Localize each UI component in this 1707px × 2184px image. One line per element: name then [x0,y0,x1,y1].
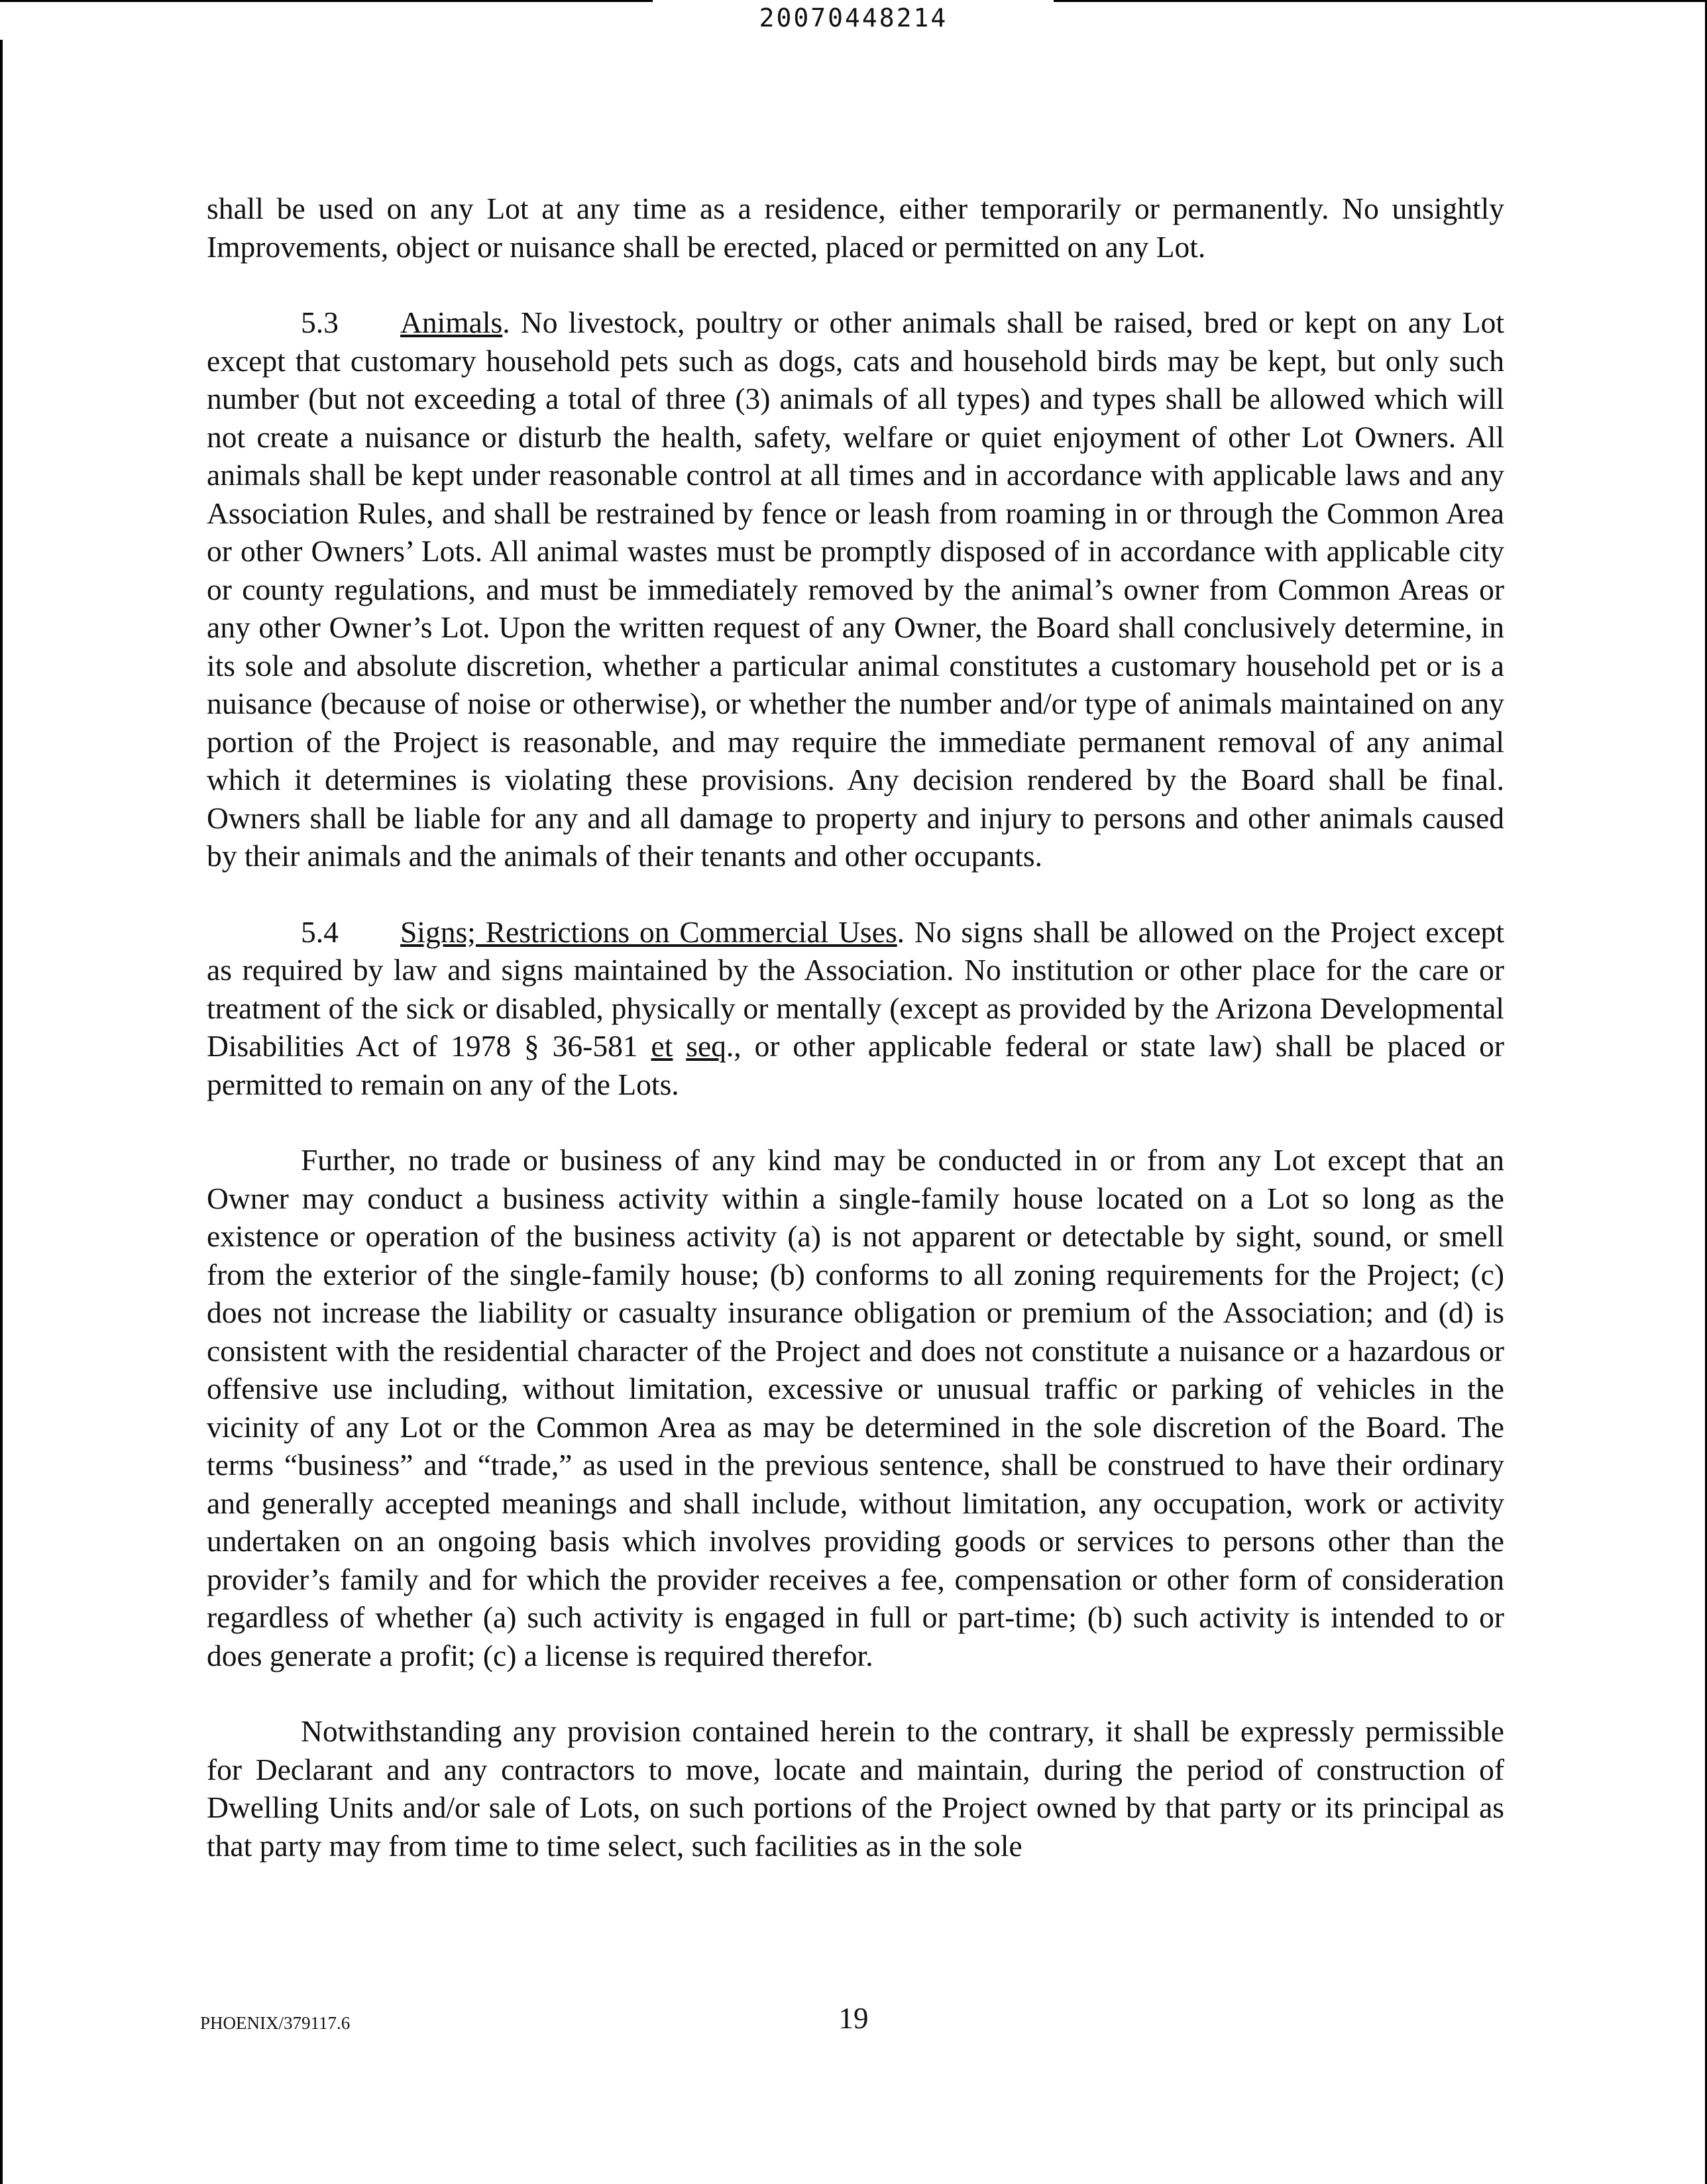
section-number: 5.3 [301,305,339,339]
record-number: 20070448214 [759,3,948,32]
section-5-3 [207,303,1504,875]
scan-edge-left [0,40,3,2184]
paragraph-further: Further, no trade or business of any kind may be conducted in or from any Lot except that an Owner may conduct a business activity within a single-family house located on a Lot so long as the existence or operation of the business activity (a) is not apparent or detectable by sight, sound, or smell from the exterior of the single-family house; (b) conforms to all zoning requirements for the Project; (c) does not increase the liability or casualty insurance obligation or premium of the Association; and (d) is consistent with the residential character of the Project and does not constitute a nuisance or a hazardous or offensive use including, without limitation, excessive or unusual traffic or parking of vehicles in the vicinity of any Lot or the Common Area as may be determined in the sole discretion of the Board. The terms “business” and “trade,” as used in the previous sentence, shall be construed to have their ordinary and generally accepted meanings and shall include, without limitation, any occupation, work or activity undertaken on an ongoing basis which involves providing goods or services to persons other than the provider’s family and for which the provider receives a fee, compensation or other form of consideration regardless of whether (a) such activity is engaged in full or part-time; (b) such activity is intended to or does generate a profit; (c) a license is required therefor. [207,1143,1504,1672]
document-body [207,190,1504,1902]
document-id: PHOENIX/379117.6 [200,2013,351,2033]
paragraph-continuation: shall be used on any Lot at any time as a residence, either temporarily or permanently. No unsightly Improvements, object or nuisance shall be erected, placed or permitted on any Lot. [207,191,1504,264]
section-text: . No livestock, poultry or other animals shall be raised, bred or kept on any Lot except that customary household pets such as dogs, cats and household birds may be kept, but only such number (but not exceeding a total of three (3) animals of all types) and types shall be allowed which will not create a nuisance or disturb the health, safety, welfare or quiet enjoyment of other Lot Owners. All animals shall be kept under reasonable control at all times and in accordance with applicable laws and any Association Rules, and shall be restrained by fence or leash from roaming in or through the Common Area or other Owners’ Lots. All animal wastes must be promptly disposed of in accordance with applicable city or county regulations, and must be immediately removed by the animal’s owner from Common Areas or any other Owner’s Lot. Upon the written request of any Owner, the Board shall conclusively determine, in its sole and absolute discretion, whether a particular animal constitutes a customary household pet or is a nuisance (because of noise or otherwise), or whether the number and/or type of animals maintained on any portion of the Project is reasonable, and may require the immediate permanent removal of any animal which it determines is violating these provisions. Any decision rendered by the Board shall be final. Owners shall be liable for any and all damage to property and injury to persons and other animals caused by their animals and the animals of their tenants and other occupants. [207,305,1504,873]
section-text: . No signs shall be allowed on the Project except as required by law and signs maintained by the Association. No institution or other place for the care or treatment of the sick or disabled, physically or mentally (except as provided by the Arizona Developmental Disabilities Act of 1978 § 36-581 [207,914,1504,1063]
page-number: 19 [838,2002,869,2035]
section-text-continued: ., or other applicable federal or state law) shall be placed or permitted to remain on any of the Lots. [207,1029,1505,1101]
citation-seq: seq [686,1029,726,1063]
section-heading: Signs; Restrictions on Commercial Uses [400,914,897,949]
paragraph-notwithstanding: Notwithstanding any provision contained herein to the contrary, it shall be expressly permissible for Declarant and any contractors to move, locate and maintain, during the period of construction of Dwelling Units and/or sale of Lots, on such portions of the Project owned by that party or its principal as that party may from time to time select, such facilities as in the sole [207,1714,1504,1863]
section-heading: Animals [400,305,503,339]
section-number: 5.4 [301,914,339,949]
citation-et: et [651,1029,673,1063]
section-5-4 [207,913,1504,1104]
